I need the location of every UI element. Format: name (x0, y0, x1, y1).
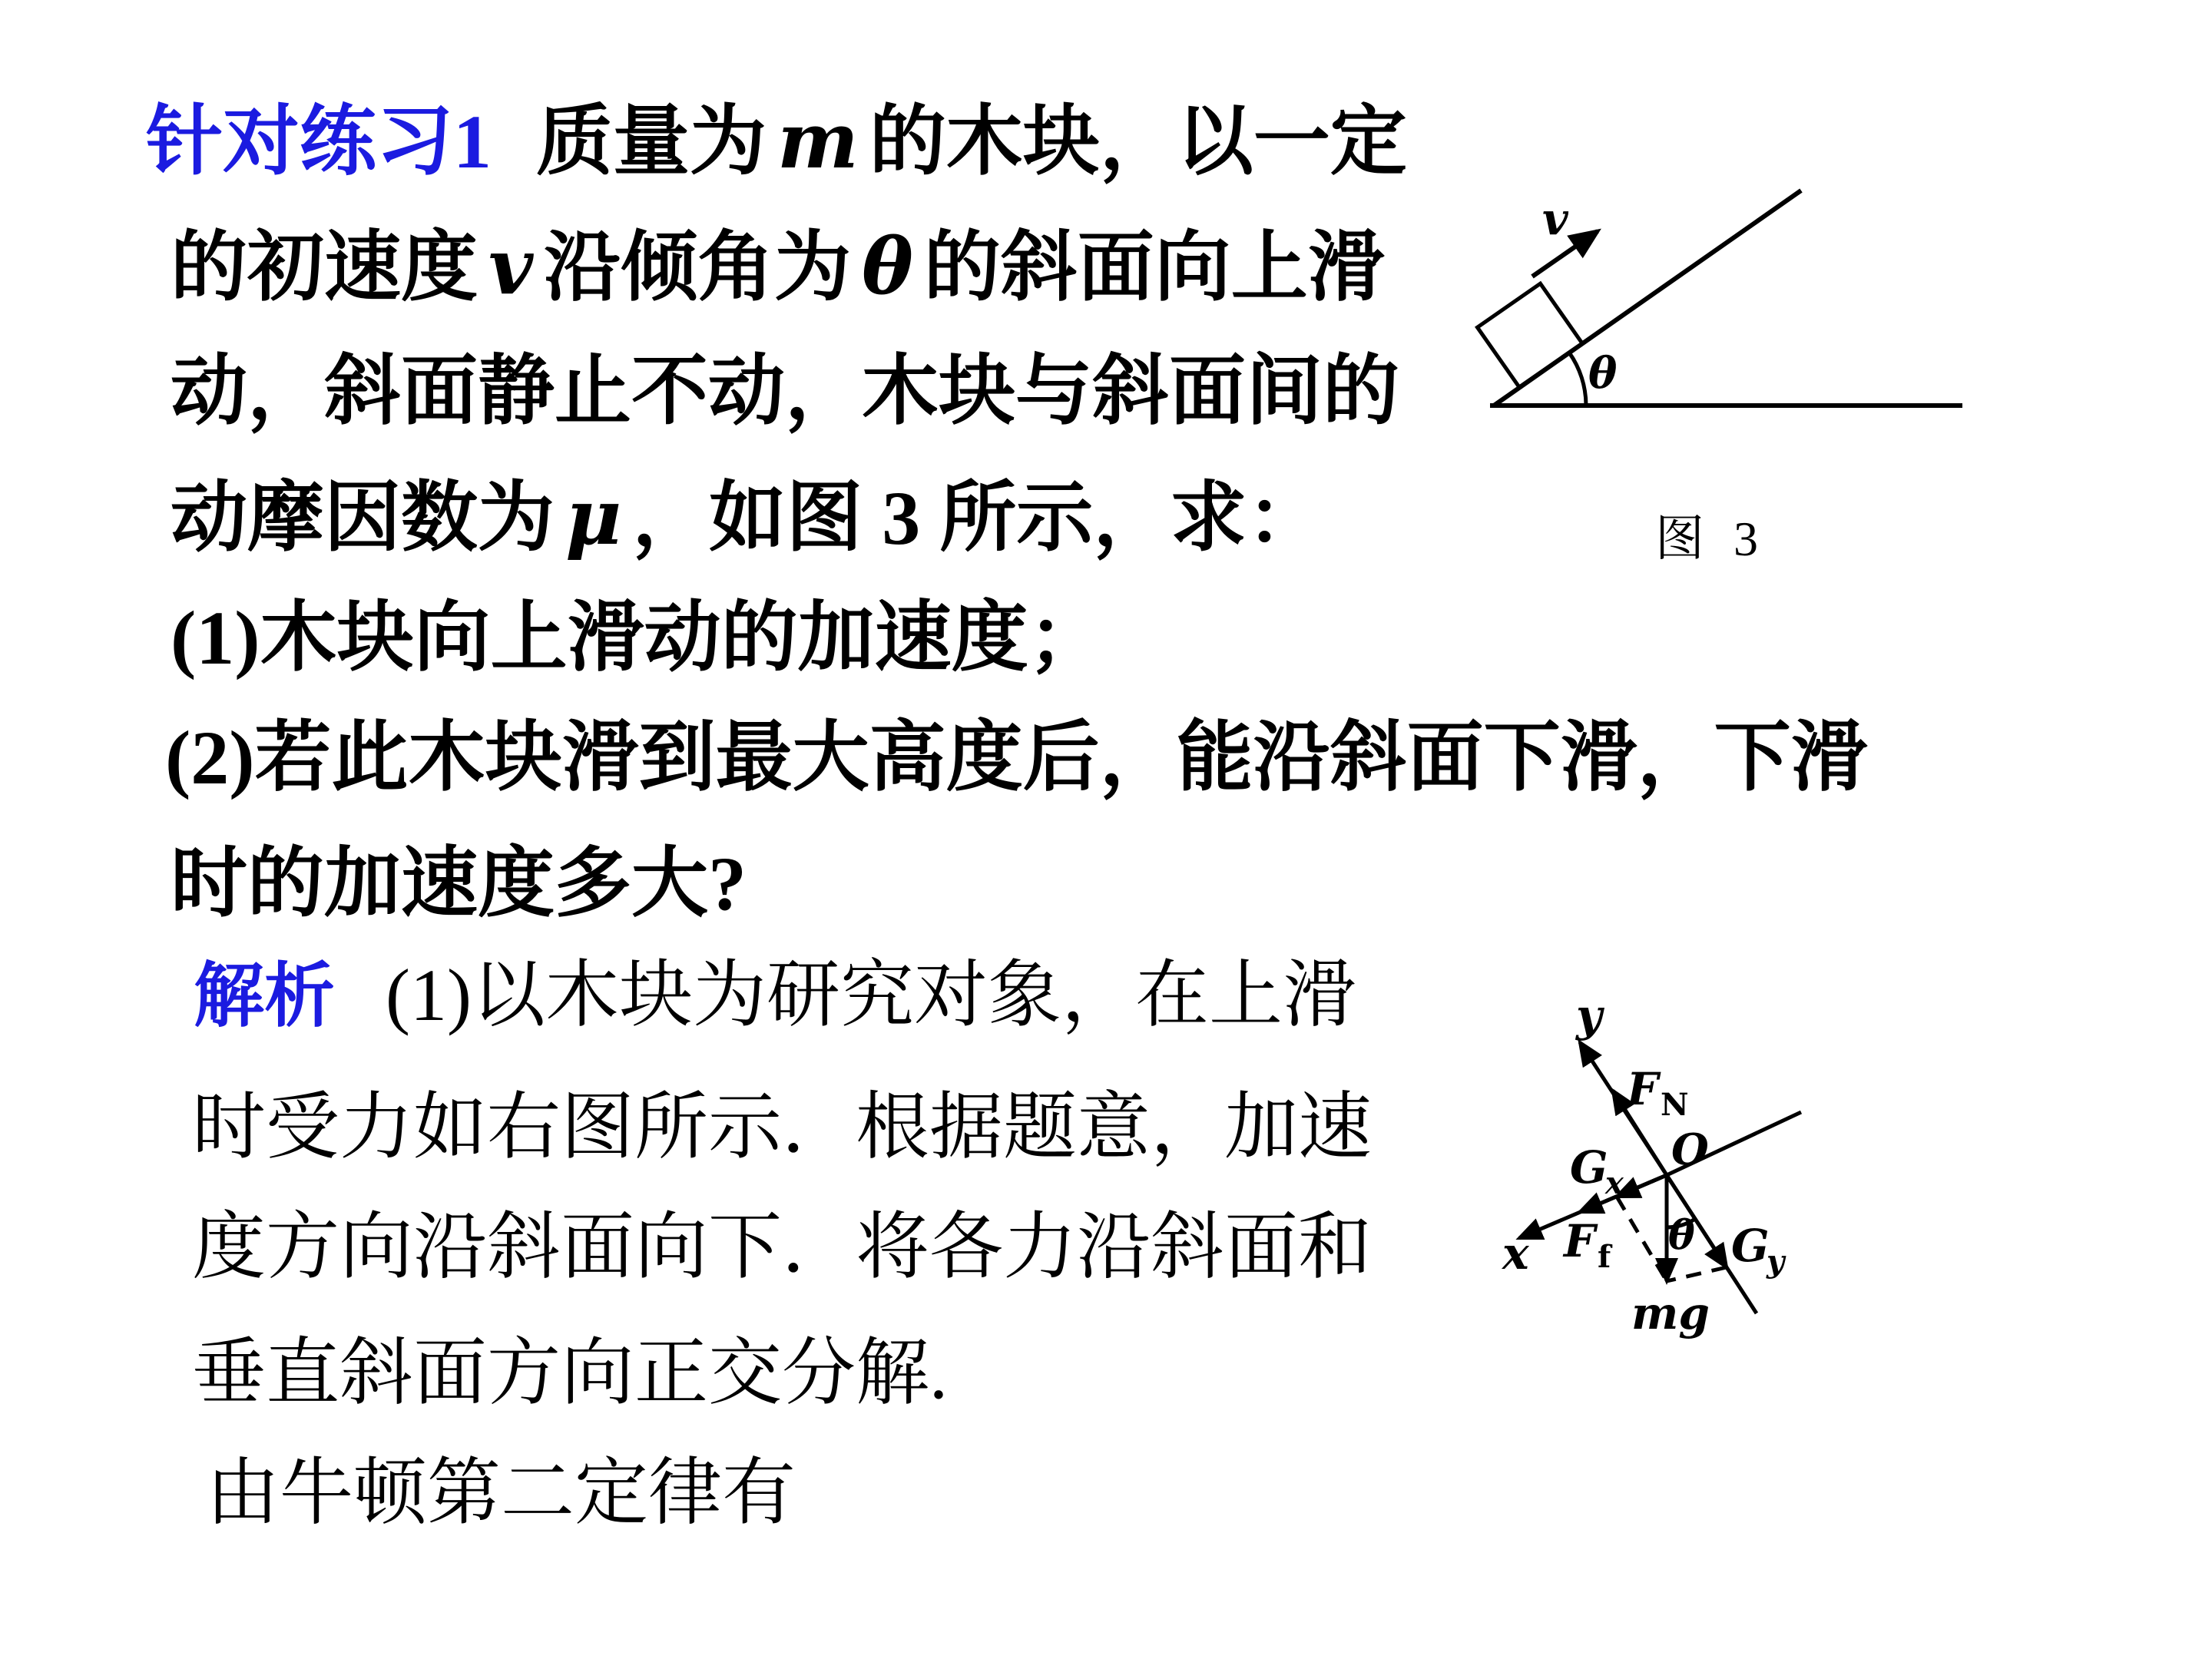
dashed-component-line-right (1667, 1267, 1727, 1281)
text-run-cn: 的木块，以一定 (869, 99, 1407, 184)
text-run-cn: 动摩因数为 (171, 475, 555, 561)
x-axis-label: x (1502, 1227, 1529, 1280)
gravity-y-label: Gy (1731, 1220, 1785, 1280)
friction-label: Ff (1564, 1215, 1611, 1275)
text-run-cn: 的斜面向上滑 (923, 225, 1385, 310)
text-run-cn: (2)若此木块滑到最大高度后，能沿斜面下滑，下滑 (165, 715, 1868, 800)
question-2-line-2 (171, 842, 747, 926)
problem-line-2 (171, 221, 1385, 312)
normal-force-label: FN (1627, 1063, 1689, 1123)
text-run-cn: 沿倾角为 (544, 225, 852, 310)
analysis-line-4 (192, 1330, 948, 1415)
analysis-line-3 (192, 1204, 1372, 1289)
analysis-line-2 (192, 1084, 1372, 1169)
text-run-cn: 动，斜面静止不动，木块与斜面间的 (171, 349, 1399, 434)
origin-label: O (1671, 1124, 1709, 1175)
gravity-x-label: Gx (1570, 1141, 1624, 1201)
problem-line-4 (171, 472, 1324, 562)
problem-line-3 (171, 349, 1399, 434)
y-axis-label: y (1576, 991, 1602, 1041)
question-2-line (165, 716, 1868, 800)
dashed-component-line-left (1617, 1197, 1667, 1281)
text-run-var: μ (565, 472, 622, 562)
force-diagram-figure (1429, 991, 1966, 1590)
weight-label: mg (1631, 1287, 1710, 1339)
question-1-line (171, 596, 1105, 680)
text-run-cn: 时的加速度多大? (171, 841, 747, 926)
problem-line-1 (146, 95, 1407, 186)
text-run-title: 针对练习1 (146, 99, 492, 184)
text-run-kai: 时受力如右图所示．根据题意，加速 (192, 1086, 1372, 1168)
block (1478, 283, 1583, 387)
angle-arc (1569, 353, 1586, 406)
text-run-var: m (777, 95, 859, 186)
text-run-cn: 质量为 (536, 99, 767, 184)
incline-figure (1459, 188, 1970, 576)
analysis-line-1 (194, 952, 1356, 1037)
figure-caption: 图 3 (1655, 512, 1758, 566)
text-run-var: v (488, 221, 534, 312)
analysis-line-5 (206, 1450, 796, 1535)
velocity-label: v (1542, 193, 1568, 245)
text-run-cn: (1)木块向上滑动的加速度； (171, 595, 1105, 680)
text-run-kai: 度方向沿斜面向下．将各力沿斜面和 (192, 1206, 1372, 1288)
angle-label: θ (1668, 1212, 1695, 1259)
angle-label: θ (1588, 348, 1618, 399)
text-run-kai: 垂直斜面方向正交分解. (192, 1332, 948, 1414)
text-run-cn: ，如图 3 所示，求： (632, 475, 1324, 561)
text-run-cn: 的初速度 (171, 225, 478, 310)
text-run-kai: (1)以木块为研究对象，在上滑 (386, 954, 1356, 1036)
text-run-var: θ (862, 221, 913, 312)
text-run-kai: 由牛顿第二定律有 (206, 1452, 796, 1534)
text-run-label: 解析 (194, 957, 336, 1035)
